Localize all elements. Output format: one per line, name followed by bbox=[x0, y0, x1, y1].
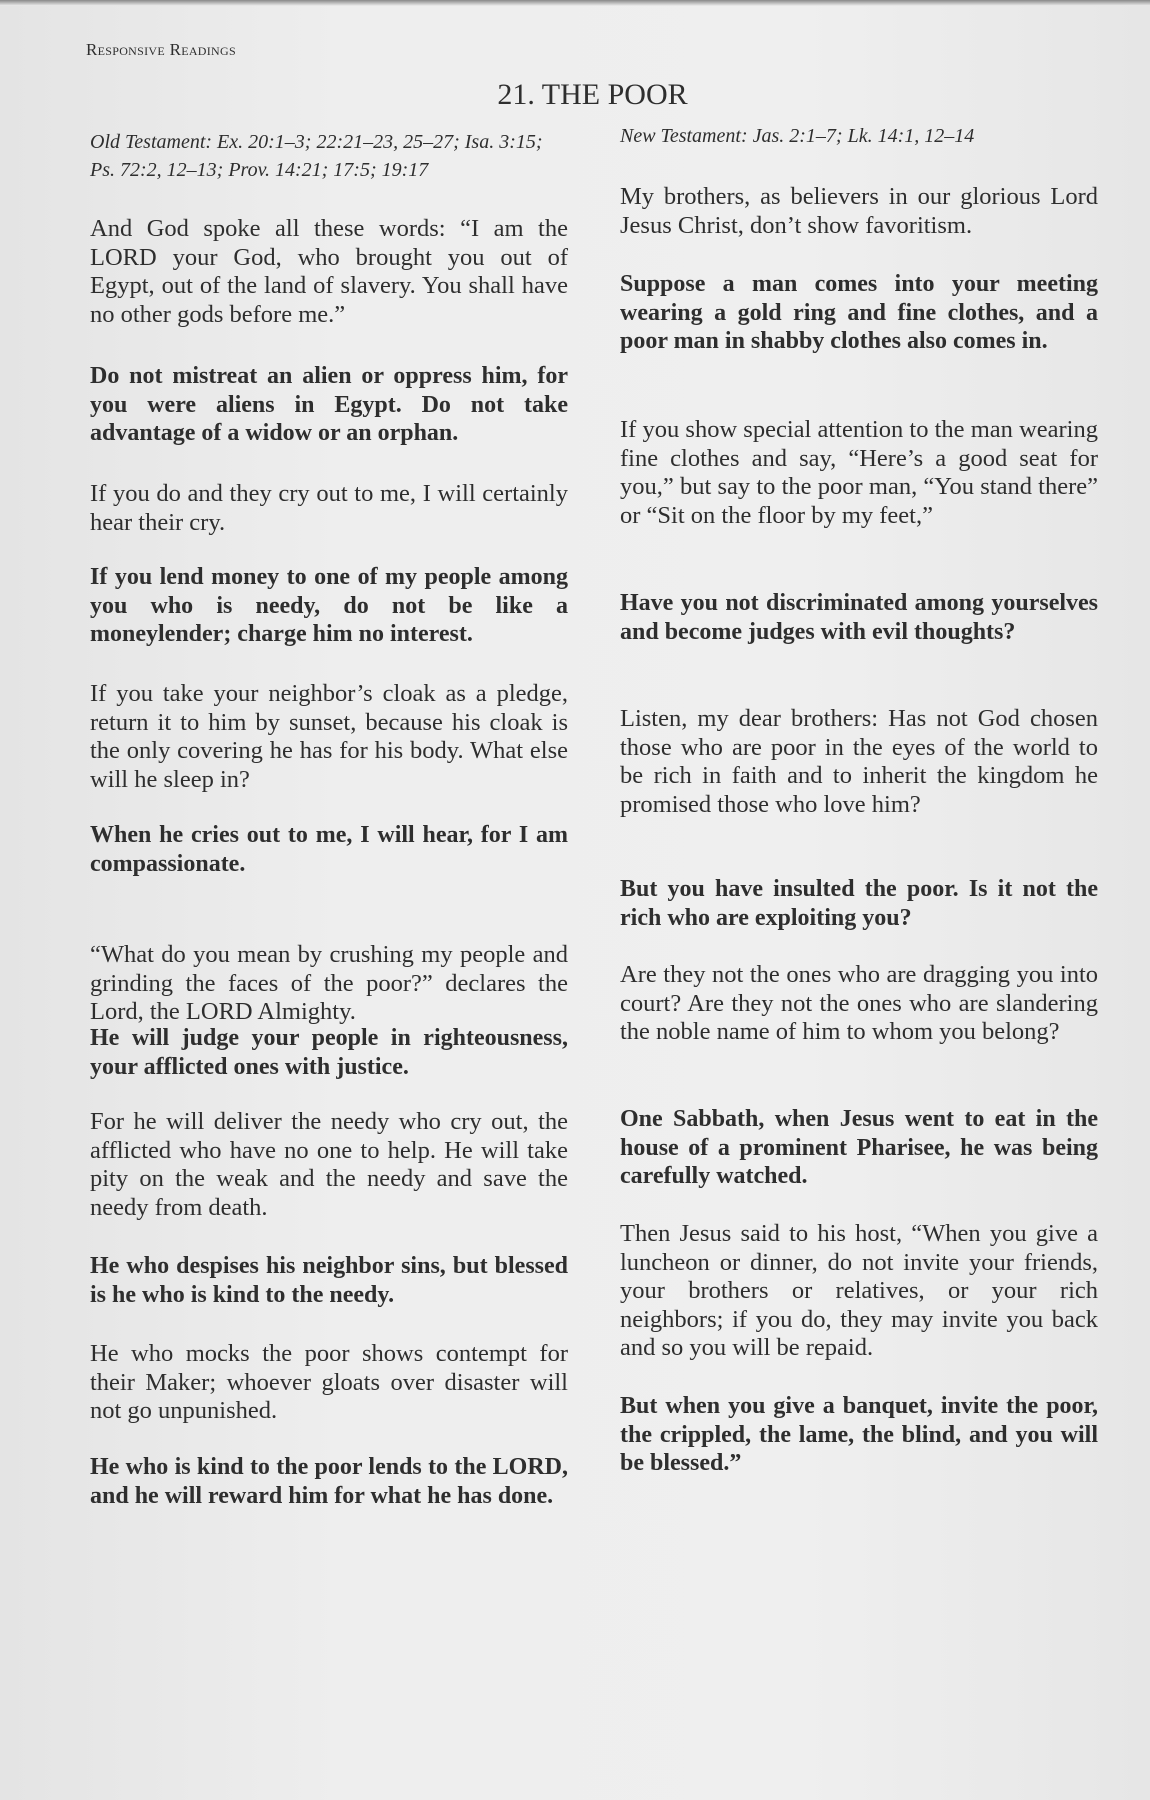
reading-response: But you have insulted the poor. Is it not the rich who are exploiting you? bbox=[620, 876, 1098, 931]
reading-leader: He who mocks the poor shows contempt for their Maker; whoever gloats over disaster will not go unpunished. bbox=[90, 1340, 568, 1424]
reading-response: He who despises his neighbor sins, but blessed is he who is kind to the needy. bbox=[90, 1253, 568, 1308]
page-title: 21. THE POOR bbox=[497, 78, 688, 111]
new-testament-reference: New Testament: Jas. 2:1–7; Lk. 14:1, 12–14 bbox=[620, 125, 975, 147]
reading-response: One Sabbath, when Jesus went to eat in the house of a prominent Pharisee, he was being carefully watched. bbox=[620, 1106, 1098, 1189]
old-testament-reference: Old Testament: Ex. 20:1–3; 22:21–23, 25–27; Isa. 3:15; Ps. 72:2, 12–13; Prov. 14:21; 17:5; 19:17 bbox=[90, 131, 543, 181]
reading-leader: And God spoke all these words: “I am the LORD your God, who brought you out of Egypt, out of the land of slavery. You shall have no other gods before me.” bbox=[90, 215, 568, 328]
reading-leader: If you show special attention to the man wearing fine clothes and say, “Here’s a good seat for you,” but say to the poor man, “You stand there” or “Sit on the floor by my feet,” bbox=[620, 416, 1098, 529]
reading-response: When he cries out to me, I will hear, for I am compassionate. bbox=[90, 822, 568, 877]
reading-leader: For he will deliver the needy who cry out, the afflicted who have no one to help. He will take pity on the weak and the needy and save the needy from death. bbox=[90, 1108, 568, 1221]
running-head: Responsive Readings bbox=[86, 40, 236, 59]
reading-leader: My brothers, as believers in our glorious Lord Jesus Christ, don’t show favoritism. bbox=[620, 183, 1098, 239]
reading-response: Suppose a man comes into your meeting wearing a gold ring and fine clothes, and a poor man in shabby clothes also comes in. bbox=[620, 271, 1098, 354]
reading-leader: “What do you mean by crushing my people and grinding the faces of the poor?” declares the Lord, the LORD Almighty. bbox=[90, 941, 568, 1025]
reading-leader: Then Jesus said to his host, “When you give a luncheon or dinner, do not invite your friends, your brothers or relatives, or your rich neighbors; if you do, they may invite you back and so you will be repaid. bbox=[620, 1220, 1098, 1361]
reading-response: He will judge your people in righteousness, your afflicted ones with justice. bbox=[90, 1025, 568, 1080]
reading-response: But when you give a banquet, invite the poor, the crippled, the lame, the blind, and you will be blessed.” bbox=[620, 1393, 1098, 1476]
reading-response: If you lend money to one of my people among you who is needy, do not be like a moneylender; charge him no interest. bbox=[90, 564, 568, 647]
reading-response: Do not mistreat an alien or oppress him, for you were aliens in Egypt. Do not take advantage of a widow or an orphan. bbox=[90, 363, 568, 446]
reading-leader: If you do and they cry out to me, I will certainly hear their cry. bbox=[90, 480, 568, 536]
page-edge-shadow bbox=[0, 0, 1150, 6]
reading-leader: If you take your neighbor’s cloak as a pledge, return it to him by sunset, because his cloak is the only covering he has for his body. What else will he sleep in? bbox=[90, 680, 568, 793]
reading-response: Have you not discriminated among yourselves and become judges with evil thoughts? bbox=[620, 590, 1098, 645]
reading-leader: Are they not the ones who are dragging you into court? Are they not the ones who are slandering the noble name of him to whom you belong? bbox=[620, 961, 1098, 1045]
reading-response: He who is kind to the poor lends to the LORD, and he will reward him for what he has done. bbox=[90, 1454, 568, 1509]
reading-leader: Listen, my dear brothers: Has not God chosen those who are poor in the eyes of the world to be rich in faith and to inherit the kingdom he promised those who love him? bbox=[620, 705, 1098, 818]
